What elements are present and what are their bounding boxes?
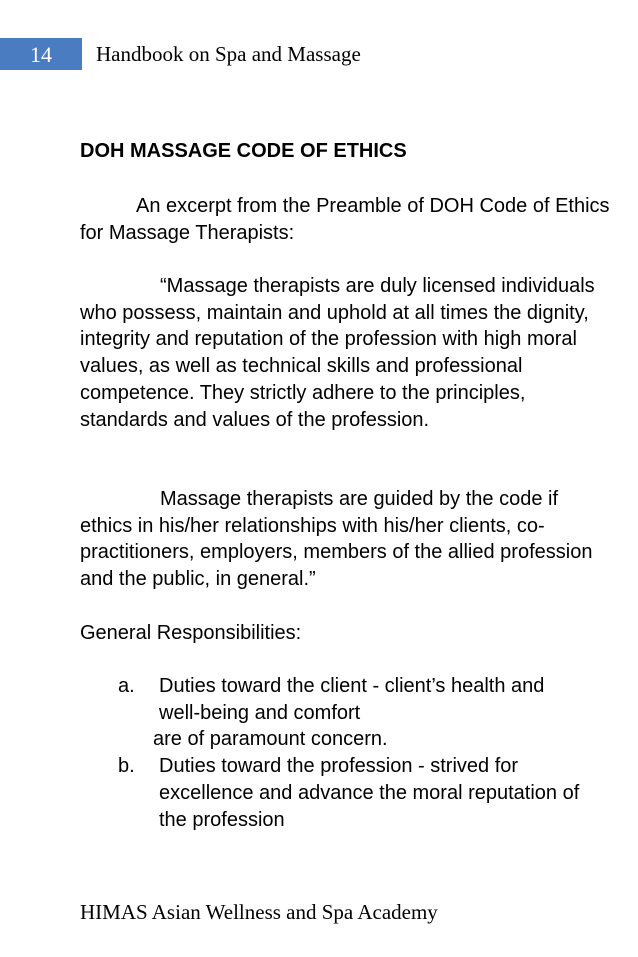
list-item-text: Duties toward the profession - strived for excellence and advance the moral reputation of the profession <box>159 755 580 831</box>
responsibilities-label: General Responsibilities: <box>80 622 302 644</box>
list-marker: a. <box>118 675 135 697</box>
list-marker: b. <box>118 755 135 778</box>
responsibilities-list <box>118 673 588 833</box>
list-item-text: Duties toward the client - client’s health and well-being and comfort <box>159 675 545 724</box>
running-title: Handbook on Spa and Massage <box>96 42 361 66</box>
page-number-tab <box>0 38 82 70</box>
list-item <box>118 753 588 833</box>
footer: HIMAS Asian Wellness and Spa Academy <box>80 900 438 924</box>
list-item-continuation: are of paramount concern. <box>153 728 388 751</box>
intro-paragraph: An excerpt from the Preamble of DOH Code of Ethics for Massage Therapists: <box>80 195 610 244</box>
page-number: 14 <box>30 42 52 67</box>
quote-paragraph-2: Massage therapists are guided by the code if ethics in his/her relationships with his/her clients, co-practitioners, employers, members of the allied profession and the public, in general.” <box>80 488 593 591</box>
section-heading: DOH MASSAGE CODE OF ETHICS <box>80 140 407 162</box>
list-item <box>118 673 588 753</box>
quote-paragraph-1: “Massage therapists are duly licensed individuals who possess, maintain and uphold at all times the dignity, integrity and reputation of the profession with high moral values, as well as technical skills and professional competence. They strictly adhere to the principles, standards and values of the profession. <box>80 275 595 431</box>
